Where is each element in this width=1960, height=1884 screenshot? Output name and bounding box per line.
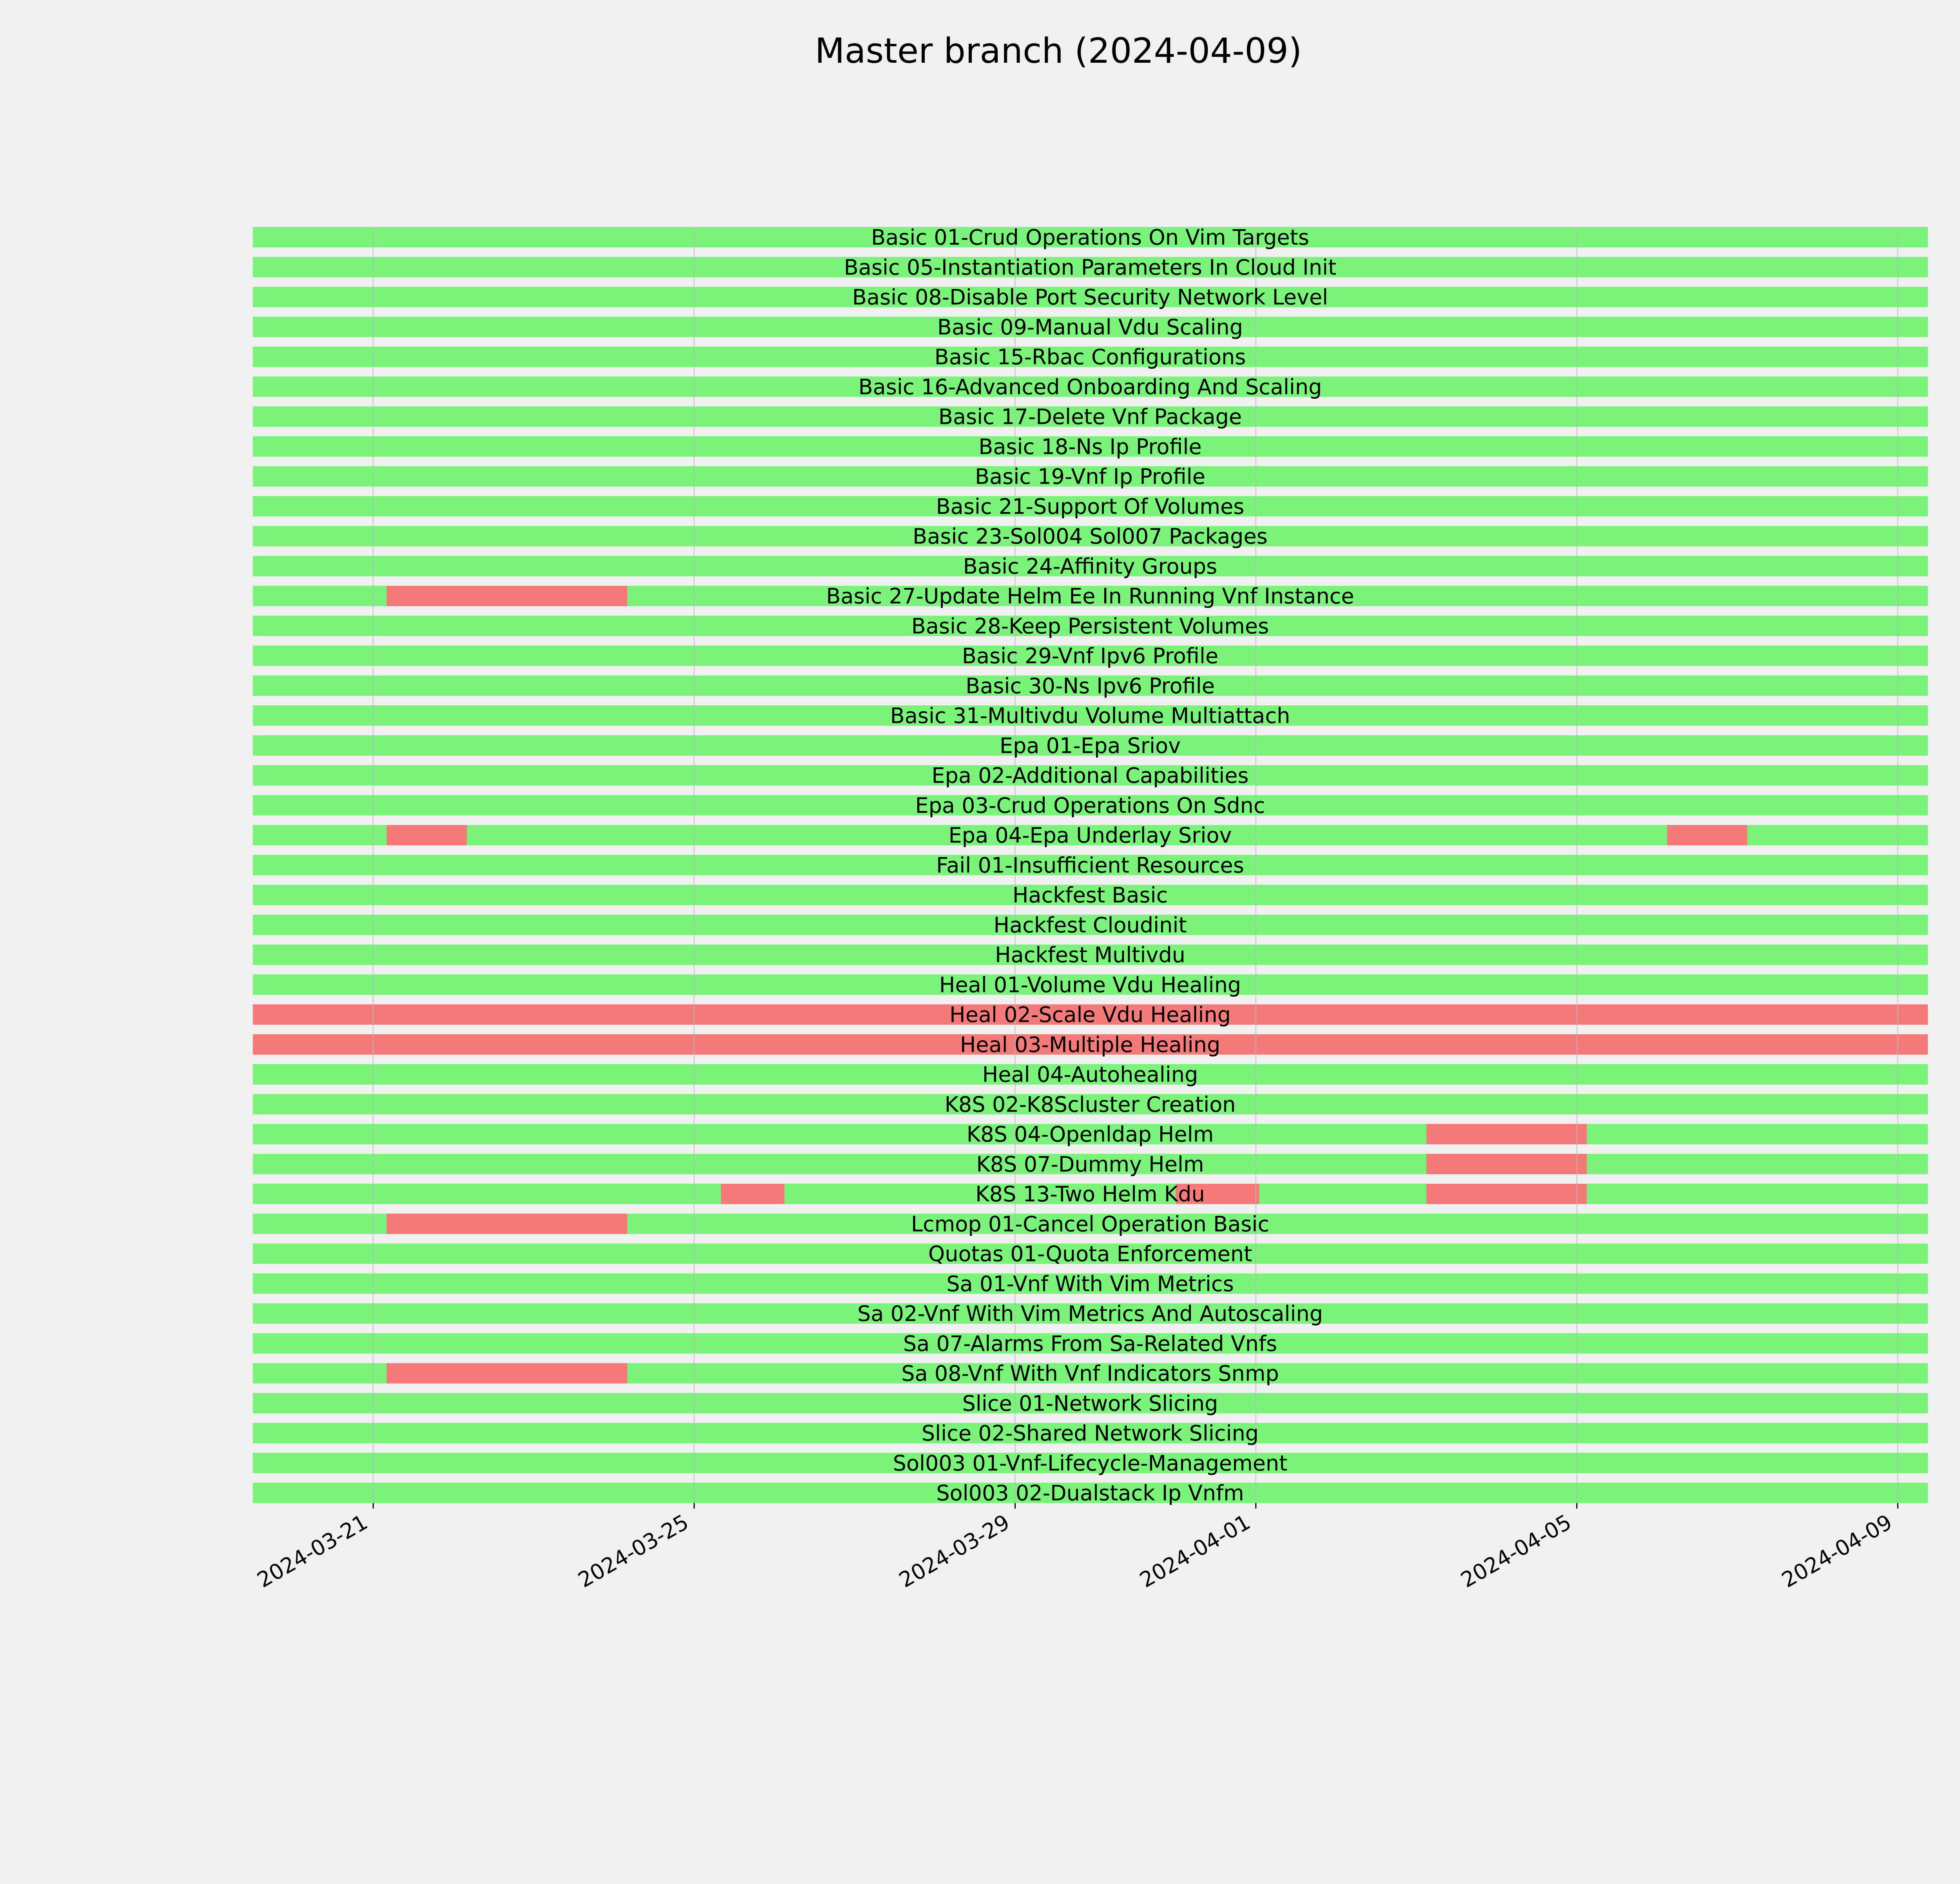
row-label: Hackfest Multivdu [995,943,1185,967]
row-label: Fail 01-Insufficient Resources [936,853,1244,878]
row-label: Basic 08-Disable Port Security Network Level [852,285,1328,310]
row-label: Basic 31-Multivdu Volume Multiattach [890,703,1290,728]
fail-bar [1426,1124,1587,1145]
fail-bar [387,1214,627,1234]
row-label: Basic 29-Vnf Ipv6 Profile [962,643,1219,669]
row-label: Basic 30-Ns Ipv6 Profile [965,673,1215,698]
row-label: Basic 16-Advanced Onboarding And Scaling [858,374,1322,400]
row-label: Basic 19-Vnf Ip Profile [975,464,1205,489]
row-label: Slice 01-Network Slicing [962,1391,1218,1416]
row-label: Slice 02-Shared Network Slicing [922,1421,1259,1446]
row-label: Sa 07-Alarms From Sa-Related Vnfs [903,1331,1278,1356]
fail-bar [1426,1184,1587,1204]
row-label: Sa 01-Vnf With Vim Metrics [946,1271,1234,1296]
row-label: Basic 27-Update Helm Ee In Running Vnf Instance [826,584,1354,609]
row-label: Hackfest Cloudinit [993,912,1187,937]
fail-bar [1426,1154,1587,1174]
row-label: K8S 04-Openldap Helm [966,1122,1214,1147]
row-label: Basic 05-Instantiation Parameters In Cloud Init [844,255,1337,280]
row-label: Heal 04-Autohealing [982,1062,1198,1087]
row-label: Epa 04-Epa Underlay Sriov [948,823,1232,848]
fail-bar [387,1363,627,1384]
row-label: Epa 01-Epa Sriov [1000,733,1181,758]
x-axis-ticks [253,1503,1898,1593]
fail-bar [387,825,467,845]
fail-bar [721,1184,784,1204]
fail-bar [387,586,627,606]
row-label: Epa 03-Crud Operations On Sdnc [915,793,1265,818]
row-label: Heal 01-Volume Vdu Healing [939,972,1241,997]
row-label: K8S 13-Two Helm Kdu [975,1182,1205,1206]
row-label: Quotas 01-Quota Enforcement [928,1241,1252,1266]
row-label: Sa 08-Vnf With Vnf Indicators Snmp [901,1361,1279,1386]
row-label: Basic 23-Sol004 Sol007 Packages [913,524,1268,549]
x-tick-label: 2024-03-25 [574,1510,693,1593]
row-label: Sa 02-Vnf With Vim Metrics And Autoscaling [857,1301,1323,1326]
row-label: Hackfest Basic [1012,883,1168,908]
row-label: Sol003 02-Dualstack Ip Vnfm [936,1481,1244,1506]
row-label: Basic 21-Support Of Volumes [936,494,1245,519]
x-tick-label: 2024-03-21 [253,1510,372,1593]
row-label: Basic 28-Keep Persistent Volumes [911,614,1269,639]
row-label: Heal 03-Multiple Healing [960,1032,1221,1057]
row-label: Basic 01-Crud Operations On Vim Targets [871,225,1309,250]
row-label: Heal 02-Scale Vdu Healing [949,1002,1231,1027]
chart-title: Master branch (2024-04-09) [815,31,1302,71]
x-tick-label: 2024-04-05 [1456,1510,1575,1593]
x-tick-label: 2024-04-09 [1777,1510,1896,1593]
row-label: K8S 07-Dummy Helm [976,1152,1204,1177]
row-label: K8S 02-K8Scluster Creation [944,1092,1236,1117]
x-tick-label: 2024-03-29 [895,1510,1014,1593]
row-label: Basic 17-Delete Vnf Package [938,404,1242,429]
row-label: Basic 18-Ns Ip Profile [978,434,1202,459]
row-label: Sol003 01-Vnf-Lifecycle-Management [893,1451,1288,1476]
row-label: Lcmop 01-Cancel Operation Basic [911,1212,1270,1237]
fail-bar [1667,825,1748,845]
x-tick-label: 2024-04-01 [1135,1510,1255,1593]
row-label: Basic 24-Affinity Groups [963,554,1218,579]
row-label: Basic 09-Manual Vdu Scaling [937,314,1243,340]
row-label: Epa 02-Additional Capabilities [931,763,1249,788]
row-label: Basic 15-Rbac Configurations [934,345,1246,369]
